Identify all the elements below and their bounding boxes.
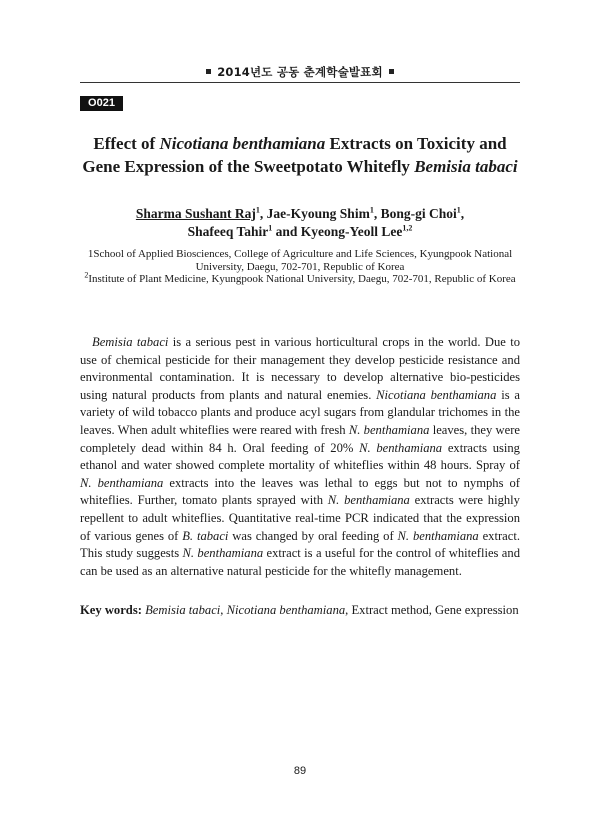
italic-term: N. benthamiana: [182, 546, 264, 561]
keywords-label: Key words:: [80, 603, 142, 617]
keywords-line: [80, 602, 520, 619]
author-name: Shafeeq Tahir: [187, 224, 269, 239]
text-run: was changed by oral feeding of: [228, 528, 398, 543]
abstract-paragraph: [80, 334, 520, 580]
text-run: extract is a useful for the control of whiteflies and can be used as an alternative natural pesticide for the whitefly management.: [80, 546, 520, 578]
author-separator: ,: [259, 206, 267, 221]
paper-title: [80, 132, 520, 178]
author-name: Sharma Sushant Raj: [135, 206, 256, 221]
affiliation-text: Institute of Plant Medicine, Kyungpook National University, Daegu, 702-701, Republic of Korea: [88, 273, 516, 286]
author-affiliation-marker: 1: [369, 205, 374, 215]
author-name: Kyeong-Yeoll Lee: [300, 224, 403, 239]
author-separator: ,: [373, 206, 381, 221]
italic-term: N. benthamiana: [359, 440, 443, 455]
header-rule: [80, 82, 520, 83]
italic-term: N. benthamiana: [327, 493, 410, 508]
italic-term: Nicotiana benthamiana: [226, 603, 346, 617]
conference-title: 2014년도 공동 춘계학술발표회: [217, 65, 383, 79]
author-separator: ,: [460, 206, 465, 221]
conference-header: [80, 64, 520, 80]
author-separator: and: [272, 224, 301, 239]
italic-term: N. benthamiana: [397, 528, 479, 543]
text-run: , Extract method, Gene expression: [345, 603, 519, 617]
abstract-id-badge: O021: [80, 96, 123, 111]
title-part: Effect of: [93, 134, 160, 153]
italic-term: Bemisia tabaci: [92, 335, 169, 349]
abstract-body: [80, 334, 520, 580]
italic-term: B. tabaci: [182, 528, 229, 543]
text-run: extracts using ethanol and water showed complete mortality of whiteflies within 48 hours. Spray of: [80, 440, 520, 473]
italic-term: Nicotiana benthamiana: [376, 387, 497, 402]
text-run: is a serious pest in various horticultural crops in the world. Due to use of chemical pesticide for their management they develop pesticide resistance and environmental contamination. It is necessary to develop alternative bio-pesticides using natural products from plants and natural enemies.: [80, 335, 520, 402]
title-part: Extracts on Toxicity and Gene Expression of the Sweetpotato Whitefly: [82, 134, 507, 176]
text-run: leaves, they were completely dead within 84 h. Oral feeding of 20%: [80, 422, 520, 455]
italic-term: Bemisia tabaci: [145, 603, 221, 617]
square-bullet-icon: [206, 69, 211, 74]
author-affiliation-marker: 1: [268, 223, 273, 233]
affiliations: [80, 248, 520, 286]
author-affiliation-marker: 1,2: [402, 223, 413, 233]
affiliation-1: 1School of Applied Biosciences, College of Agriculture and Life Sciences, Kyungpook National University, Daegu, 702-701, Republic of Korea: [87, 248, 513, 273]
text-run: extracts were highly repellent to adult whiteflies. Quantitative real-time PCR indicated that the expression of various genes of: [80, 493, 520, 543]
page-number: 89: [293, 765, 307, 777]
text-run: extracts into the leaves was lethal to eggs but not to nymphs of whiteflies. Further, tomato plants sprayed with: [80, 475, 521, 508]
text-run: extract. This study suggests: [80, 528, 520, 561]
author-list: [80, 205, 520, 241]
author-name: Jae-Kyoung Shim: [266, 206, 370, 221]
italic-term: N. benthamiana: [80, 475, 164, 490]
author-name: Bong-gi Choi: [380, 206, 457, 221]
affiliation-marker: 2: [84, 270, 89, 280]
author-affiliation-marker: 1: [255, 205, 260, 215]
text-run: is a variety of wild tobacco plants and produce acyl sugars from glandular trichomes in the leaves. When adult whiteflies were reared with fresh: [80, 387, 520, 437]
author-affiliation-marker: 1: [456, 205, 461, 215]
text-run: ,: [220, 603, 227, 617]
title-italic: Bemisia tabaci: [414, 157, 518, 176]
title-italic: Nicotiana benthamiana: [159, 134, 326, 153]
keywords-items: [142, 603, 519, 617]
affiliation-2: [80, 270, 520, 286]
square-bullet-icon: [389, 69, 394, 74]
italic-term: N. benthamiana: [348, 422, 430, 437]
